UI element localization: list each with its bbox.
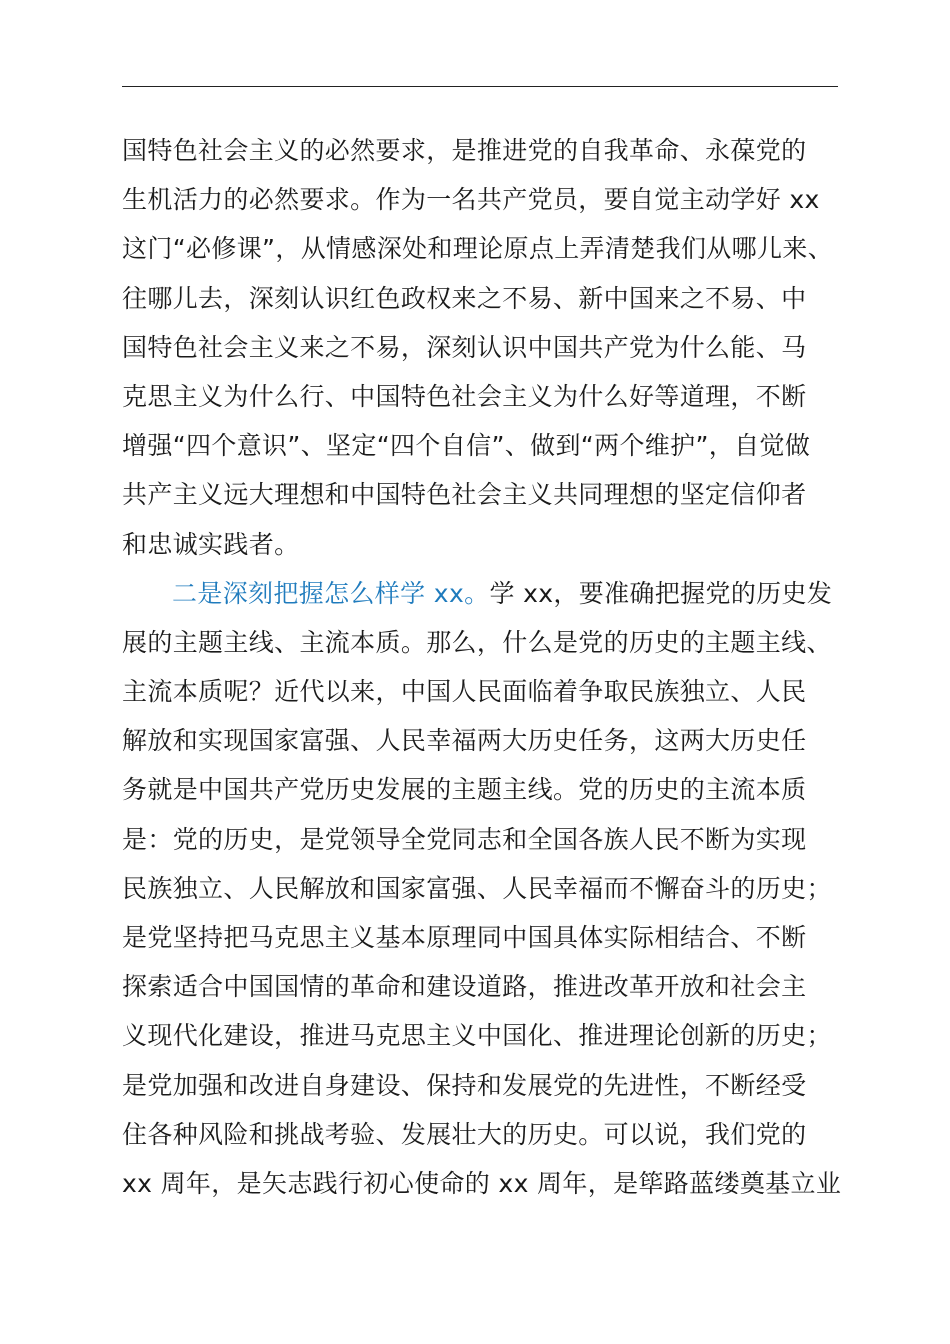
section-heading: 二是深刻把握怎么样学 xx。 bbox=[172, 578, 490, 608]
text-line: 探索适合中国国情的革命和建设道路，推进改革开放和社会主 bbox=[122, 972, 807, 1002]
text-line: 这门“必修课”，从情感深处和理论原点上弄清楚我们从哪儿来、 bbox=[122, 234, 834, 264]
body-text bbox=[122, 126, 842, 1208]
text-line: 是党加强和改进自身建设、保持和发展党的先进性，不断经受 bbox=[122, 1070, 807, 1100]
text-line: 往哪儿去，深刻认识红色政权来之不易、新中国来之不易、中 bbox=[122, 283, 807, 313]
text-line: 生机活力的必然要求。作为一名共产党员，要自觉主动学好 xx bbox=[122, 185, 820, 215]
header-rule bbox=[122, 86, 838, 87]
paragraph-2 bbox=[122, 569, 842, 1208]
text-line: xx 周年，是矢志践行初心使命的 xx 周年，是筚路蓝缕奠基立业 bbox=[122, 1168, 842, 1198]
text-line: 克思主义为什么行、中国特色社会主义为什么好等道理，不断 bbox=[122, 381, 807, 411]
text-line: 国特色社会主义来之不易，深刻认识中国共产党为什么能、马 bbox=[122, 332, 807, 362]
text-line: 主流本质呢？近代以来，中国人民面临着争取民族独立、人民 bbox=[122, 677, 807, 707]
text-line: 民族独立、人民解放和国家富强、人民幸福而不懈奋斗的历史； bbox=[122, 873, 832, 903]
text-line: 共产主义远大理想和中国特色社会主义共同理想的坚定信仰者 bbox=[122, 480, 807, 510]
text-line: 是：党的历史，是党领导全党同志和全国各族人民不断为实现 bbox=[122, 824, 807, 854]
text-line: 和忠诚实践者。 bbox=[122, 529, 300, 559]
heading-followup-text: 学 xx，要准确把握党的历史发 bbox=[489, 578, 833, 608]
text-line: 国特色社会主义的必然要求，是推进党的自我革命、永葆党的 bbox=[122, 136, 807, 165]
text-line: 展的主题主线、主流本质。那么，什么是党的历史的主题主线、 bbox=[122, 627, 832, 657]
text-line: 务就是中国共产党历史发展的主题主线。党的历史的主流本质 bbox=[122, 775, 807, 805]
paragraph-1 bbox=[122, 126, 838, 569]
text-line: 住各种风险和挑战考验、发展壮大的历史。可以说，我们党的 bbox=[122, 1119, 807, 1149]
paragraph-first-line bbox=[122, 569, 838, 618]
text-line: 增强“四个意识”、坚定“四个自信”、做到“两个维护”，自觉做 bbox=[122, 431, 811, 461]
text-line: 是党坚持把马克思主义基本原理同中国具体实际相结合、不断 bbox=[122, 923, 807, 952]
text-line: 义现代化建设，推进马克思主义中国化、推进理论创新的历史； bbox=[122, 1021, 832, 1051]
text-line: 解放和实现国家富强、人民幸福两大历史任务，这两大历史任 bbox=[122, 726, 807, 756]
